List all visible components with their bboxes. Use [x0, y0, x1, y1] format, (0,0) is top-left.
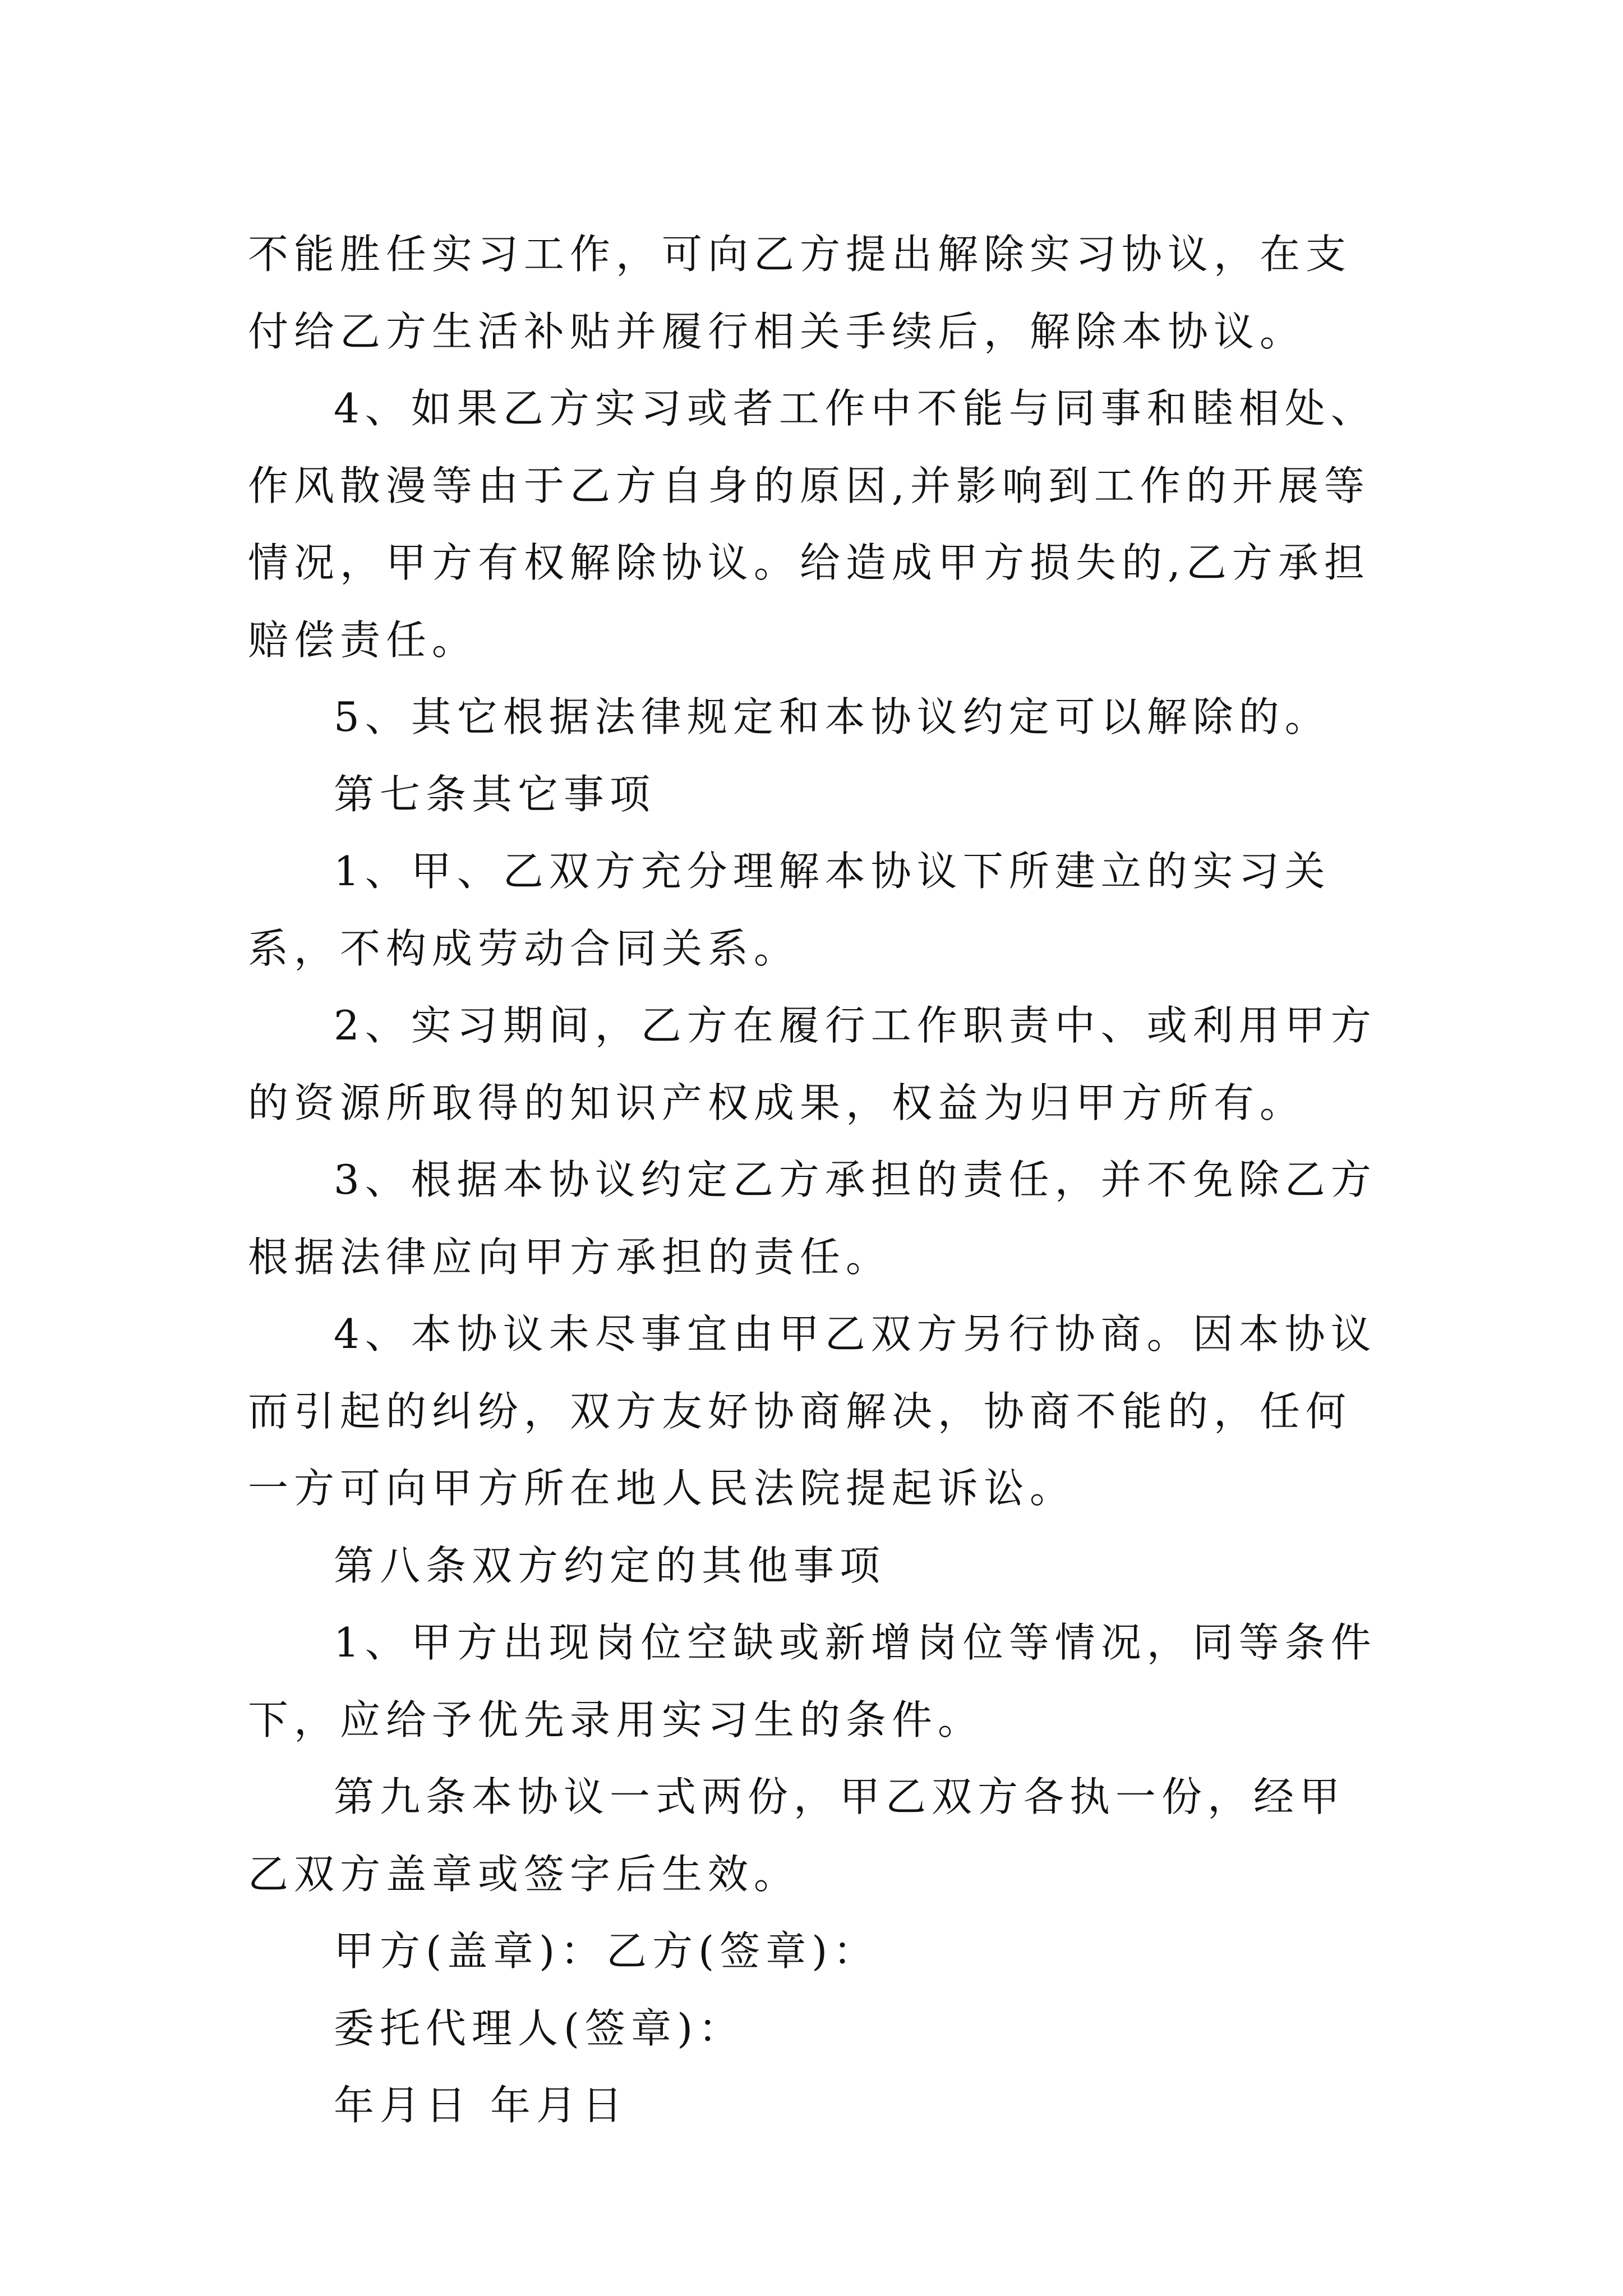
paragraph-article-7-item-3: 3、根据本协议约定乙方承担的责任，并不免除乙方根据法律应向甲方承担的责任。	[248, 1156, 1377, 1281]
paragraph-article-7-item-2: 2、实习期间，乙方在履行工作职责中、或利用甲方的资源所取得的知识产权成果，权益为归甲方所有。	[248, 1002, 1377, 1126]
paragraph-continuation: 不能胜任实习工作，可向乙方提出解除实习协议，在支付给乙方生活补贴并履行相关手续后，解除本协议。	[248, 231, 1352, 355]
signature-date-line: 年月日 年月日	[334, 2082, 628, 2129]
article-8-heading: 第八条双方约定的其他事项	[334, 1542, 886, 1589]
document-body	[248, 216, 1381, 2145]
paragraph-clause-5: 5、其它根据法律规定和本协议约定可以解除的。	[334, 693, 1331, 740]
paragraph-article-8-item-1: 1、甲方出现岗位空缺或新增岗位等情况，同等条件下，应给予优先录用实习生的条件。	[248, 1619, 1377, 1743]
signature-agent-line: 委托代理人(签章)：	[334, 2004, 745, 2052]
article-7-heading: 第七条其它事项	[334, 770, 656, 818]
signature-parties-line: 甲方(盖章)：乙方(签章)：	[334, 1927, 879, 1975]
paragraph-article-7-item-4: 4、本协议未尽事宜由甲乙双方另行协商。因本协议而引起的纠纷，双方友好协商解决，协商不能的，任何一方可向甲方所在地人民法院提起诉讼。	[248, 1310, 1377, 1512]
paragraph-clause-4: 4、如果乙方实习或者工作中不能与同事和睦相处、作风散漫等由于乙方自身的原因,并影响到工作的开展等情况，甲方有权解除协议。给造成甲方损失的,乙方承担赔偿责任。	[248, 385, 1377, 664]
paragraph-article-7-item-1: 1、甲、乙双方充分理解本协议下所建立的实习关系，不构成劳动合同关系。	[248, 848, 1331, 972]
paragraph-article-9: 第九条本协议一式两份，甲乙双方各执一份，经甲乙双方盖章或签字后生效。	[248, 1773, 1346, 1898]
